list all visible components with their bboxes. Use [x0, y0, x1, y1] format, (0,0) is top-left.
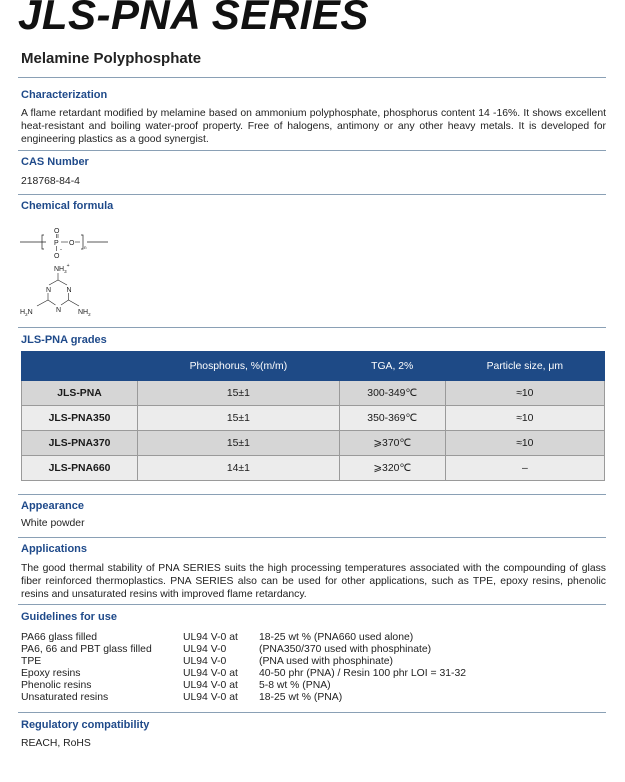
chemical-formula-diagram — [20, 218, 130, 328]
formula-charge-minus: - — [60, 247, 62, 253]
column-header: Particle size, μm — [445, 352, 604, 381]
formula-nh3: $NH_3^+$ — [54, 263, 70, 274]
column-header: TGA, 2% — [339, 352, 445, 381]
phosphorus-value: 15±1 — [138, 431, 340, 456]
particle-size-value: ≈10 — [445, 406, 604, 431]
guideline-note: 40-50 phr (PNA) / Resin 100 phr LOI = 31-32 — [259, 668, 467, 679]
phosphorus-value: 15±1 — [138, 406, 340, 431]
formula-atom-o-bottom: O — [54, 253, 60, 260]
tga-value: ⩾320℃ — [339, 456, 445, 481]
table-row — [22, 406, 605, 431]
cas-value: 218768-84-4 — [21, 176, 80, 187]
phosphorus-value: 14±1 — [138, 456, 340, 481]
regulatory-value: REACH, RoHS — [21, 738, 91, 749]
formula-ring-n1: N — [66, 287, 72, 294]
grade-name: JLS-PNA370 — [22, 431, 138, 456]
guideline-rating: UL94 V-0 at — [183, 668, 238, 679]
particle-size-value: – — [445, 456, 604, 481]
divider — [18, 494, 606, 495]
guideline-rating: UL94 V-0 — [183, 644, 227, 655]
guideline-note: (PNA used with phosphinate) — [259, 656, 394, 667]
guideline-material: PA6, 66 and PBT glass filled — [21, 644, 152, 655]
page-subtitle: Melamine Polyphosphate — [21, 50, 202, 67]
divider — [18, 537, 606, 538]
guideline-material: Phenolic resins — [21, 680, 92, 691]
guideline-note: 18-25 wt % (PNA) — [259, 692, 343, 703]
applications-text: The good thermal stability of PNA SERIES suits the high processing temperatures associated with the compounding of glass fiber reinforced thermoplastics. PNA SERIES also can be used for other applications, such as TPE, epoxy resins, phenolic resins and unsaturated resins with improved flame retardancy. — [21, 563, 606, 600]
characterization-text: A flame retardant modified by melamine based on ammonium polyphosphate, phosphorus content 14 -16%. It shows excellent heat-resistant and boiling water-proof property. Free of halogens, antimony or any other heavy metals. It is developed for engineering plastics as a good synergist. — [21, 108, 606, 145]
appearance-value: White powder — [21, 518, 85, 529]
divider — [18, 77, 606, 78]
grade-name: JLS-PNA350 — [22, 406, 138, 431]
column-header: Phosphorus, %(m/m) — [138, 352, 340, 381]
guideline-note: (PNA350/370 used with phosphinate) — [259, 644, 432, 655]
tga-value: ⩾370℃ — [339, 431, 445, 456]
formula-atom-o-top: O — [54, 228, 60, 235]
guideline-rating: UL94 V-0 at — [183, 692, 238, 703]
divider — [18, 327, 606, 328]
divider — [18, 604, 606, 605]
formula-atom-p: P — [54, 240, 59, 247]
formula-h2n: $H_2N$ — [20, 309, 33, 317]
formula-subscript-n: n — [84, 245, 87, 250]
cas-heading: CAS Number — [21, 156, 89, 168]
tga-value: 300-349℃ — [339, 381, 445, 406]
guideline-rating: UL94 V-0 at — [183, 632, 238, 643]
divider — [18, 712, 606, 713]
divider — [18, 150, 606, 151]
formula-atom-o-mid: O — [69, 240, 75, 247]
phosphorus-value: 15±1 — [138, 381, 340, 406]
applications-heading: Applications — [21, 543, 88, 555]
grades-heading: JLS-PNA grades — [21, 334, 107, 346]
formula-ring-n3: N — [56, 307, 62, 314]
guidelines-heading: Guidelines for use — [21, 611, 117, 623]
column-header — [22, 352, 138, 381]
grades-table-header — [22, 352, 605, 381]
page-title: JLS-PNA SERIES — [18, 0, 369, 38]
divider — [18, 194, 606, 195]
formula-ring-n2: N — [46, 287, 52, 294]
guideline-material: TPE — [21, 656, 42, 667]
grades-table — [21, 351, 605, 481]
guideline-rating: UL94 V-0 at — [183, 680, 238, 691]
characterization-heading: Characterization — [21, 89, 108, 101]
guideline-note: 5-8 wt % (PNA) — [259, 680, 331, 691]
table-row — [22, 431, 605, 456]
guideline-material: PA66 glass filled — [21, 632, 98, 643]
table-row — [22, 381, 605, 406]
guideline-note: 18-25 wt % (PNA660 used alone) — [259, 632, 414, 643]
regulatory-heading: Regulatory compatibility — [21, 719, 150, 731]
tga-value: 350-369℃ — [339, 406, 445, 431]
grade-name: JLS-PNA — [22, 381, 138, 406]
formula-nh2: $NH_2$ — [78, 309, 91, 317]
particle-size-value: ≈10 — [445, 381, 604, 406]
guideline-material: Unsaturated resins — [21, 692, 109, 703]
grade-name: JLS-PNA660 — [22, 456, 138, 481]
guideline-rating: UL94 V-0 — [183, 656, 227, 667]
formula-heading: Chemical formula — [21, 200, 114, 212]
table-row — [22, 456, 605, 481]
appearance-heading: Appearance — [21, 500, 84, 512]
particle-size-value: ≈10 — [445, 431, 604, 456]
guideline-material: Epoxy resins — [21, 668, 81, 679]
